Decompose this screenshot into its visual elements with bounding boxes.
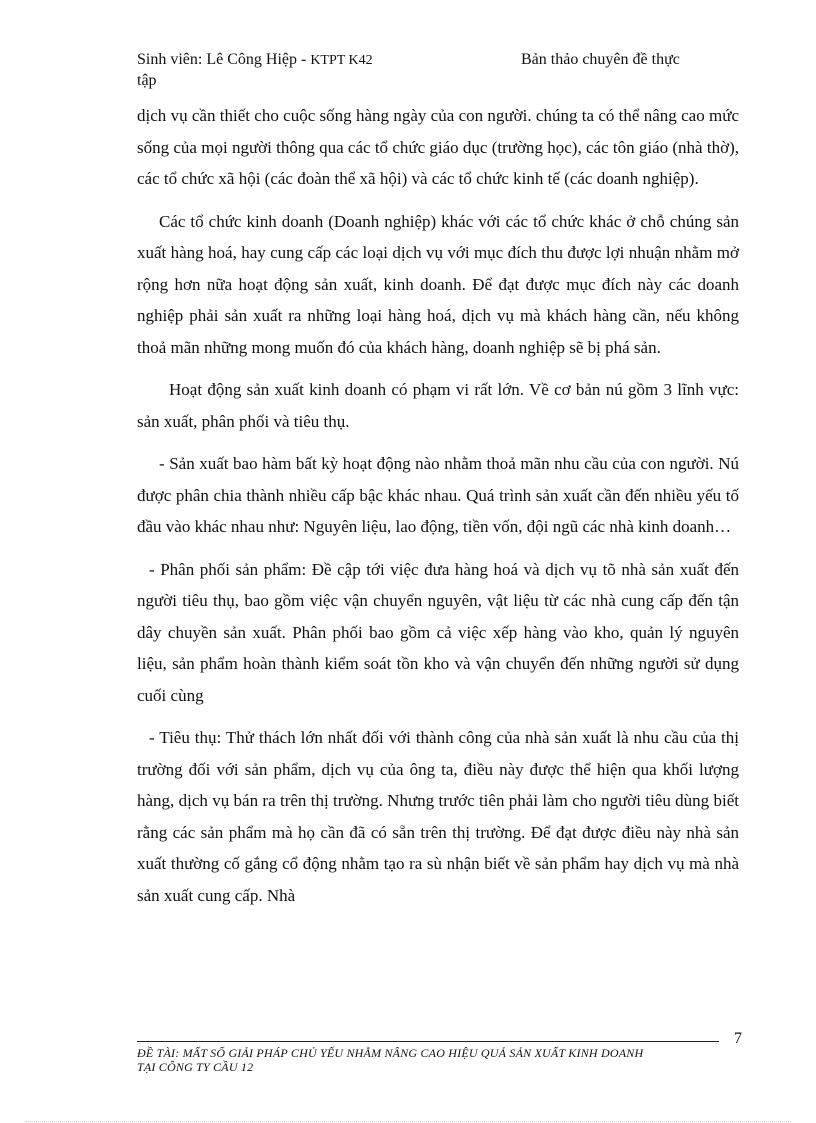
body-paragraph: Hoạt động sản xuất kinh doanh có phạm vi rất lớn. Về cơ bản nú gồm 3 lĩnh vực: sản xuất, phân phối và tiêu thụ. bbox=[137, 380, 739, 431]
header-draft-title-cont: tập bbox=[137, 72, 157, 89]
body-paragraph: Các tổ chức kinh doanh (Doanh nghiệp) khác với các tổ chức khác ở chỗ chúng sản xuất hàng hoá, hay cung cấp các loại dịch vụ với mục đích thu được lợi nhuận nhằm mở rộng hơn nữa hoạt động sản xuất, kinh doanh. Để đạt được mục đích này các doanh nghiệp phải sản xuất ra những loại hàng hoá, dịch vụ mà khách hàng cần, nếu không thoả mãn những mong muốn đó của khách hàng, doanh nghiệp sẽ bị phá sản. bbox=[137, 211, 739, 357]
page-number: 7 bbox=[734, 1030, 742, 1047]
header-draft-title: Bản thảo chuyên đề thực bbox=[521, 51, 680, 68]
page-footer bbox=[137, 1046, 719, 1074]
document-body bbox=[137, 100, 739, 922]
footer-topic-line-1: ĐỀ TÀI: MẤT SỐ GIẢI PHÁP CHỦ YẾU NHẰM NÂNG CAO HIỆU QUẢ SẢN XUẤT KINH DOANH bbox=[137, 1046, 644, 1060]
page-bottom-border bbox=[25, 1121, 791, 1122]
footer-topic-line-2: TẠI CÔNG TY CẦU 12 bbox=[137, 1060, 254, 1074]
header-student-class: KTPT K42 bbox=[310, 53, 373, 68]
body-paragraph: - Tiêu thụ: Thử thách lớn nhất đối với thành công của nhà sản xuất là nhu cầu của thị trường đối với sản phẩm, dịch vụ của ông ta, điều này được thể hiện qua khối lượng hàng, dịch vụ bán ra trên thị trường. Nhưng trước tiên phải làm cho người tiêu dùng biết rằng các sản phẩm mà họ cần đã có sẵn trên thị trường. Để đạt được điều này nhà sản xuất thường cố gắng cổ động nhằm tạo ra sù nhận biết về sản phẩm hay dịch vụ mà nhà sản xuất cung cấp. Nhà bbox=[137, 728, 739, 905]
body-paragraph: - Sản xuất bao hàm bất kỳ hoạt động nào nhằm thoả mãn nhu cầu của con người. Nú được phân chia thành nhiều cấp bậc khác nhau. Quá trình sản xuất cần đến nhiều yếu tố đầu vào khác nhau như: Nguyên liệu, lao động, tiền vốn, đội ngũ các nhà kinh doanh… bbox=[137, 454, 739, 536]
footer-divider bbox=[137, 1041, 719, 1042]
body-paragraph: - Phân phối sản phẩm: Đề cập tới việc đưa hàng hoá và dịch vụ tõ nhà sản xuất đến người tiêu thụ, bao gồm việc vận chuyển nguyên, vật liệu từ các nhà cung cấp đến tận dây chuyền sản xuất. Phân phối bao gồm cả việc xếp hàng vào kho, quản lý nguyên liệu, sản phẩm hoàn thành kiểm soát tồn kho và vận chuyển đến những người sử dụng cuối cùng bbox=[137, 559, 739, 705]
body-paragraph: dịch vụ cần thiết cho cuộc sống hàng ngày của con người. chúng ta có thể nâng cao mức sống của mọi người thông qua các tổ chức giáo dục (trường học), các tôn giáo (nhà thờ), các tổ chức xã hội (các đoàn thể xã hội) và các tổ chức kinh tế (các doanh nghiệp). bbox=[137, 106, 739, 188]
header-student bbox=[137, 50, 373, 71]
header-student-name: Sinh viên: Lê Công Hiệp - bbox=[137, 51, 307, 68]
